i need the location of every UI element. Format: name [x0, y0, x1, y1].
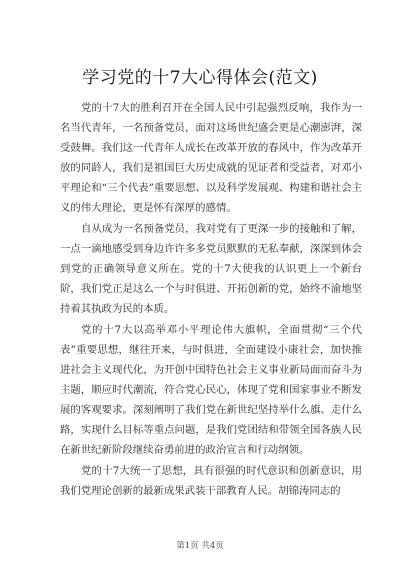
document-title: 学习党的十7大心得体会(范文) [82, 68, 318, 88]
paragraph: 党的十7大以高举邓小平理论伟大旗帜，全面贯彻“三个代表”重要思想，继往开来，与时俱进，全面建设小康社会，加快推进社会主义现代化，为开创中国特色社会主义事业新局面而奋斗为主题，顺应时代潮流，符合党心民心，体现了党和国家事业不断发展的客观要求。深刻阐明了我们党在新世纪坚持举什么旗、走什么路，实现什么目标等重点问题，是我们党团结和带领全国各族人民在新世纪新阶段继续奋勇前进的政治宣言和行动纲领。 [60, 324, 362, 456]
page-number-footer: 第1页 共4页 [176, 541, 224, 551]
document-body [60, 98, 362, 502]
paragraph: 党的十7大的胜利召开在全国人民中引起强烈反响，我作为一名当代青年，一名预备党员，面对这场世纪盛会更是心潮澎湃，深受鼓舞。我们这一代青年人成长在改革开放的春风中，作为改革开放的同龄人，我们是祖国巨大历史成就的见证者和受益者，对邓小平理论和“三个代表”重要思想、以及科学发展观、构建和谐社会主义的伟大理论，更是怀有深厚的感情。 [60, 102, 362, 214]
paragraph: 党的十7大统一了思想，具有很强的时代意识和创新意识，用我们党理论创新的最新成果武装干部教育人民。胡锦涛同志的 [60, 465, 362, 497]
paragraph: 自从成为一名预备党员，我对党有了更深一步的接触和了解，一点一滴地感受到身边许许多多党员默默的无私奉献，深深到体会到党的正确领导意义所在。党的十7大使我的认识更上一个新台阶，我们党正是这么一个与时俱进、开拓创新的党，始终不渝地坚持着其执政为民的本质。 [60, 223, 362, 315]
